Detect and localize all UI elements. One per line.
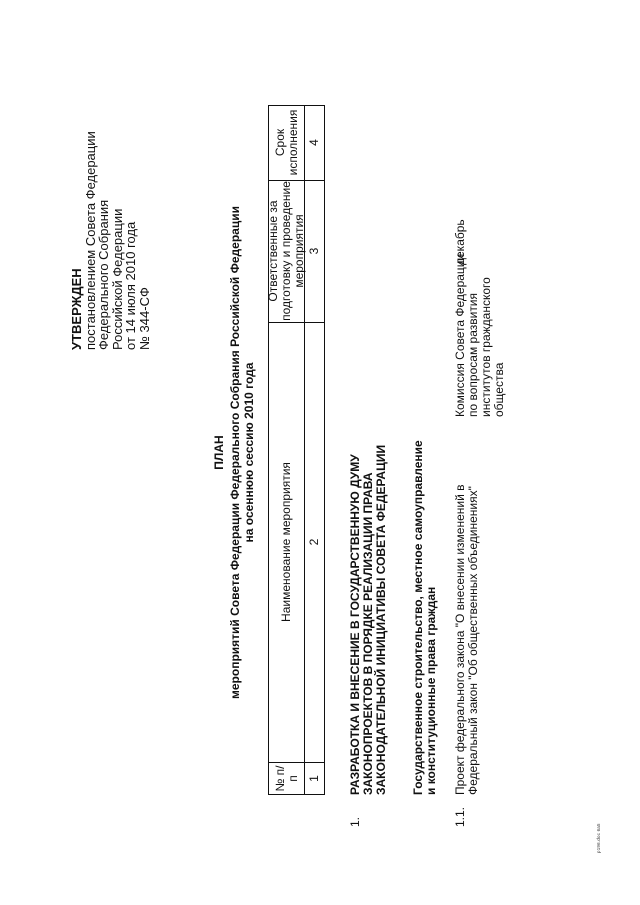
plan-title: ПЛАН — [212, 435, 226, 470]
section-title — [349, 355, 388, 795]
responsible-line: институтов гражданского — [479, 277, 493, 417]
column-header: Ответственные за подготовку и проведение мероприятия — [266, 181, 306, 321]
item-responsible — [453, 253, 506, 417]
subsection-line: Государственное строительство, местное самоуправление — [411, 440, 425, 795]
column-responsible — [266, 180, 324, 323]
column-event-name — [269, 322, 324, 763]
responsible-line: по вопросам развития — [466, 292, 480, 417]
column-index: 2 — [307, 538, 321, 546]
column-index: 1 — [307, 775, 321, 782]
section-title-line: ЗАКОНОПРОЕКТОВ В ПОРЯДКЕ РЕАЛИЗАЦИИ ПРАВА — [361, 472, 375, 795]
subsection-title — [412, 355, 438, 795]
column-index: 4 — [307, 139, 321, 146]
column-header: Наименование мероприятия — [269, 322, 305, 762]
approval-line: постановлением Совета Федерации — [82, 131, 98, 350]
plan-subtitle: мероприятий Совета Федерации Федерального Собрания Российской Федерации — [228, 206, 242, 699]
section-title-line: РАЗРАБОТКА И ВНЕСЕНИЕ В ГОСУДАРСТВЕННУЮ ДУМУ — [348, 454, 362, 795]
approval-line: от 14 июля 2010 года — [123, 221, 138, 350]
approval-line: Федерального Собрания — [96, 199, 111, 350]
column-deadline — [269, 105, 324, 181]
item-text — [454, 455, 480, 795]
subsection-line: и конституционные права граждан — [424, 586, 438, 795]
section-title-line: ЗАКОНОДАТЕЛЬНОЙ ИНИЦИАТИВЫ СОВЕТА ФЕДЕРАЦИИ — [374, 444, 388, 795]
plan-table-header — [268, 105, 325, 795]
responsible-line: общества — [492, 362, 506, 417]
item-text-line: Федеральный закон "Об общественных объединениях" — [466, 486, 480, 795]
section-number: 1. — [348, 816, 362, 827]
column-header: № п/п — [269, 763, 305, 794]
approval-block — [70, 131, 151, 350]
column-index: 3 — [307, 247, 321, 255]
approval-heading: УТВЕРЖДЕН — [69, 268, 84, 350]
file-code: p196.doc 6a5 — [596, 823, 601, 853]
item-deadline: декабрь — [453, 219, 467, 265]
approval-line: № 344-СФ — [136, 287, 152, 350]
column-number — [269, 763, 324, 794]
responsible-line: Комиссия Совета Федерации — [453, 253, 467, 417]
item-number: 1.1. — [453, 806, 467, 827]
approval-line: Российской Федерации — [109, 208, 125, 350]
plan-session: на осеннюю сессию 2010 года — [242, 362, 256, 543]
column-header: Срок исполнения — [269, 105, 305, 180]
item-text-line: Проект федерального закона "О внесении изменений в — [453, 484, 467, 795]
